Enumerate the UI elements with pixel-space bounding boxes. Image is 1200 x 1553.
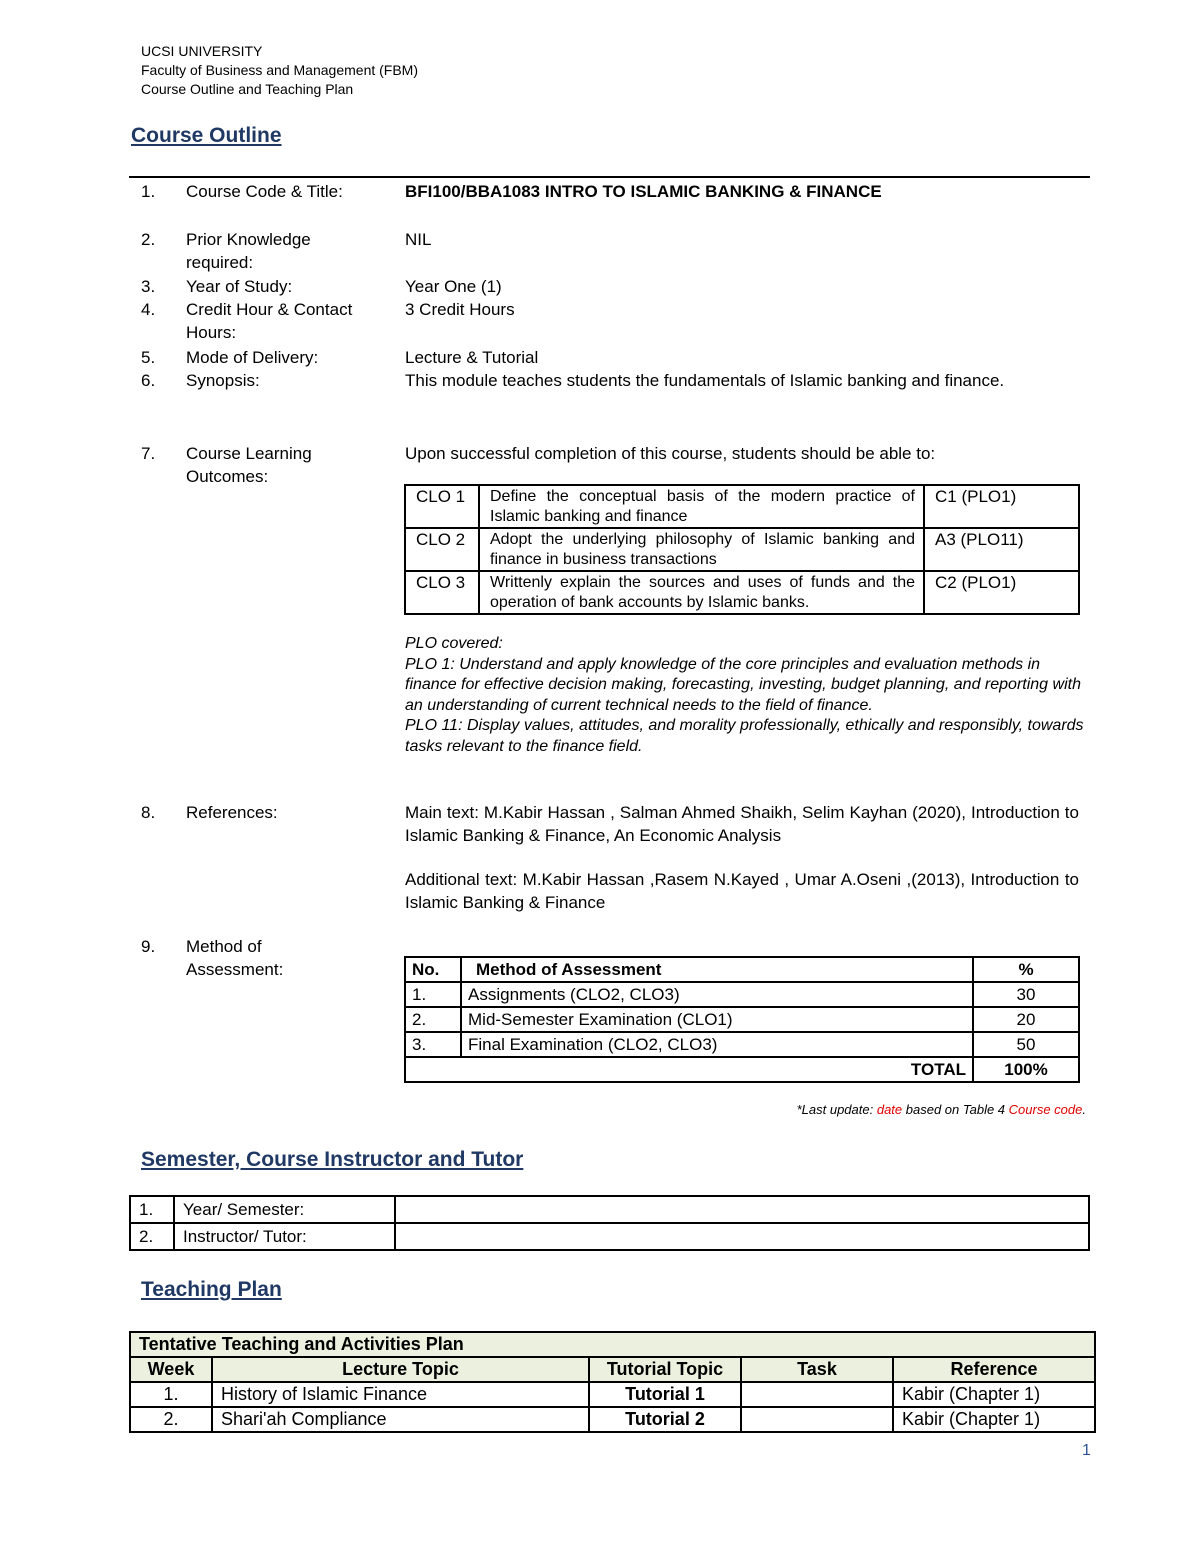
header-week: Week bbox=[130, 1357, 212, 1382]
clo-description: Writtenly explain the sources and uses of funds and the operation of bank accounts by Islamic banks. bbox=[479, 571, 924, 614]
clo-description: Adopt the underlying philosophy of Islamic banking and finance in business transactions bbox=[479, 528, 924, 571]
semester-table bbox=[129, 1195, 1090, 1251]
header-doc-type: Course Outline and Teaching Plan bbox=[141, 81, 354, 97]
item-number: 6. bbox=[141, 371, 156, 390]
assessment-no: 2. bbox=[405, 1007, 461, 1032]
item-value-prior-knowledge: NIL bbox=[405, 230, 432, 249]
teaching-plan-table bbox=[129, 1331, 1096, 1433]
page-number: 1 bbox=[1082, 1442, 1091, 1459]
item-label-mode-of-delivery: Mode of Delivery: bbox=[186, 348, 319, 367]
teaching-plan-header-row bbox=[130, 1357, 1095, 1382]
semester-label: Instructor/ Tutor: bbox=[174, 1223, 395, 1250]
clo-description: Define the conceptual basis of the modern practice of Islamic banking and finance bbox=[479, 485, 924, 528]
clo-row bbox=[405, 528, 1079, 571]
semester-row bbox=[130, 1223, 1089, 1250]
clo-code: CLO 3 bbox=[405, 571, 479, 614]
item-number: 8. bbox=[141, 803, 156, 822]
teaching-plan-title-row bbox=[130, 1332, 1095, 1357]
week-number: 2. bbox=[130, 1407, 212, 1432]
section-divider bbox=[129, 176, 1090, 178]
clo-plo: A3 (PLO11) bbox=[924, 528, 1079, 571]
clo-code: CLO 2 bbox=[405, 528, 479, 571]
teaching-plan-row bbox=[130, 1382, 1095, 1407]
teaching-plan-row bbox=[130, 1407, 1095, 1432]
assessment-row bbox=[405, 982, 1079, 1007]
assessment-total-row bbox=[405, 1057, 1079, 1082]
semester-row bbox=[130, 1196, 1089, 1223]
clo-row bbox=[405, 571, 1079, 614]
item-value-clo-intro: Upon successful completion of this course, students should be able to: bbox=[405, 444, 936, 463]
item-label-year-of-study: Year of Study: bbox=[186, 277, 293, 296]
reference-main-text: Main text: M.Kabir Hassan , Salman Ahmed Shaikh, Selim Kayhan (2020), Introduction to Islamic Banking & Finance, An Economic Analysis bbox=[405, 803, 1079, 845]
item-label-references: References: bbox=[186, 803, 278, 822]
semester-heading: Semester, Course Instructor and Tutor bbox=[141, 1148, 524, 1171]
item-value-course-code: BFI100/BBA1083 INTRO TO ISLAMIC BANKING & FINANCE bbox=[405, 182, 882, 201]
assessment-total-label: TOTAL bbox=[405, 1057, 973, 1082]
lecture-topic: History of Islamic Finance bbox=[212, 1382, 589, 1407]
item-value-synopsis: This module teaches students the fundamentals of Islamic banking and finance. bbox=[405, 371, 1005, 390]
header-reference: Reference bbox=[893, 1357, 1095, 1382]
last-update-prefix: *Last update: bbox=[796, 1102, 877, 1117]
item-number: 3. bbox=[141, 277, 156, 296]
header-faculty: Faculty of Business and Management (FBM) bbox=[141, 62, 419, 78]
last-update-mid: based on Table 4 bbox=[902, 1102, 1009, 1117]
assessment-row bbox=[405, 1007, 1079, 1032]
reference-additional-text: Additional text: M.Kabir Hassan ,Rasem N.Kayed , Umar A.Oseni ,(2013), Introduction to Islamic Banking & Finance bbox=[405, 870, 1079, 912]
item-label-synopsis: Synopsis: bbox=[186, 371, 260, 390]
item-number: 9. bbox=[141, 937, 156, 956]
assessment-header-percent: % bbox=[973, 957, 1079, 982]
item-label-credit-hour: Credit Hour & Contact Hours: bbox=[186, 300, 353, 342]
assessment-header-no: No. bbox=[405, 957, 461, 982]
plo-covered-block bbox=[405, 634, 1085, 757]
last-update-date: date bbox=[876, 1102, 903, 1117]
semester-label: Year/ Semester: bbox=[174, 1196, 395, 1223]
assessment-method: Mid-Semester Examination (CLO1) bbox=[461, 1007, 973, 1032]
item-label-clo: Course Learning Outcomes: bbox=[186, 444, 312, 486]
course-outline-heading: Course Outline bbox=[131, 124, 282, 147]
item-value-credit-hour: 3 Credit Hours bbox=[405, 300, 515, 319]
item-value-year-of-study: Year One (1) bbox=[405, 277, 502, 296]
header-university: UCSI UNIVERSITY bbox=[141, 43, 263, 59]
clo-code: CLO 1 bbox=[405, 485, 479, 528]
assessment-header-method: Method of Assessment bbox=[461, 957, 973, 982]
assessment-percent: 50 bbox=[973, 1032, 1079, 1057]
semester-value bbox=[395, 1223, 1089, 1250]
reference: Kabir (Chapter 1) bbox=[893, 1382, 1095, 1407]
assessment-row bbox=[405, 1032, 1079, 1057]
item-label-course-code: Course Code & Title: bbox=[186, 182, 343, 201]
semester-num: 1. bbox=[130, 1196, 174, 1223]
plo-1-text: PLO 1: Understand and apply knowledge of the core principles and evaluation methods in finance for effective decision making, forecasting, investing, budget planning, and reporting with an understanding of current technical needs to the field of finance. bbox=[405, 655, 1081, 714]
assessment-table bbox=[404, 956, 1080, 1083]
header-task: Task bbox=[741, 1357, 893, 1382]
item-number: 1. bbox=[141, 182, 156, 201]
semester-value bbox=[395, 1196, 1089, 1223]
item-value-mode-of-delivery: Lecture & Tutorial bbox=[405, 348, 539, 367]
assessment-method: Final Examination (CLO2, CLO3) bbox=[461, 1032, 973, 1057]
task bbox=[741, 1407, 893, 1432]
assessment-no: 3. bbox=[405, 1032, 461, 1057]
plo-covered-title: PLO covered: bbox=[405, 635, 503, 652]
assessment-total-value: 100% bbox=[973, 1057, 1079, 1082]
plo-11-text: PLO 11: Display values, attitudes, and morality professionally, ethically and responsibly, towards tasks relevant to the finance field. bbox=[405, 717, 1084, 755]
task bbox=[741, 1382, 893, 1407]
last-update-suffix: . bbox=[1082, 1102, 1086, 1117]
assessment-method: Assignments (CLO2, CLO3) bbox=[461, 982, 973, 1007]
item-label-prior-knowledge: Prior Knowledge required: bbox=[186, 230, 311, 272]
clo-table bbox=[404, 484, 1080, 615]
assessment-header-row bbox=[405, 957, 1079, 982]
item-number: 7. bbox=[141, 444, 156, 463]
week-number: 1. bbox=[130, 1382, 212, 1407]
semester-num: 2. bbox=[130, 1223, 174, 1250]
clo-plo: C2 (PLO1) bbox=[924, 571, 1079, 614]
header-tutorial-topic: Tutorial Topic bbox=[589, 1357, 741, 1382]
clo-row bbox=[405, 485, 1079, 528]
assessment-percent: 20 bbox=[973, 1007, 1079, 1032]
last-update-note bbox=[600, 1102, 1086, 1117]
last-update-code: Course code bbox=[1008, 1102, 1083, 1117]
assessment-percent: 30 bbox=[973, 982, 1079, 1007]
teaching-plan-table-title: Tentative Teaching and Activities Plan bbox=[130, 1332, 1095, 1357]
item-number: 5. bbox=[141, 348, 156, 367]
tutorial-topic: Tutorial 2 bbox=[589, 1407, 741, 1432]
header-lecture-topic: Lecture Topic bbox=[212, 1357, 589, 1382]
assessment-no: 1. bbox=[405, 982, 461, 1007]
item-number: 4. bbox=[141, 300, 156, 319]
reference: Kabir (Chapter 1) bbox=[893, 1407, 1095, 1432]
teaching-plan-heading: Teaching Plan bbox=[141, 1278, 282, 1301]
item-label-assessment: Method of Assessment: bbox=[186, 937, 284, 979]
lecture-topic: Shari'ah Compliance bbox=[212, 1407, 589, 1432]
tutorial-topic: Tutorial 1 bbox=[589, 1382, 741, 1407]
item-number: 2. bbox=[141, 230, 156, 249]
clo-plo: C1 (PLO1) bbox=[924, 485, 1079, 528]
